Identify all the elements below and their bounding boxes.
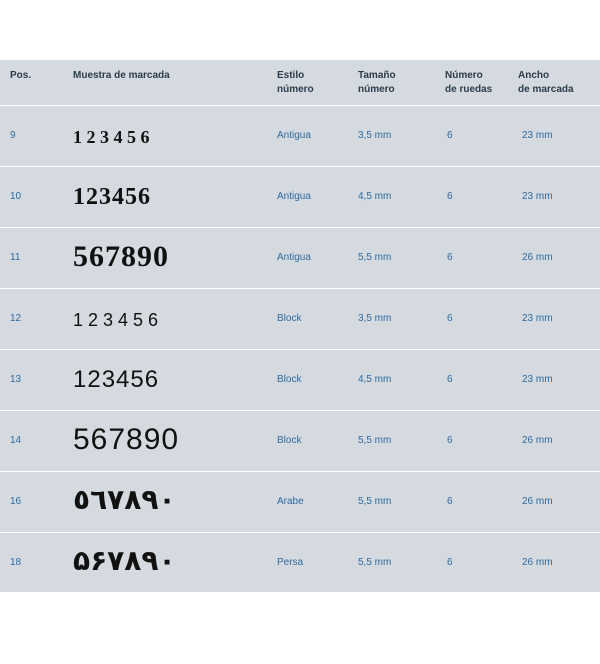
table-row: [0, 350, 600, 411]
cell-wheels: 6: [447, 313, 453, 324]
marking-sample: 567890: [73, 423, 180, 456]
cell-size: 5,5 mm: [358, 557, 392, 568]
marking-sample: 123456: [73, 184, 151, 210]
marking-sample: 1 2 3 4 5 6: [73, 127, 150, 147]
cell-style: Persa: [277, 557, 304, 568]
table-row: [0, 411, 600, 472]
header-sample: Muestra de marcada: [73, 70, 170, 81]
cell-wheels: 6: [447, 557, 453, 568]
cell-pos: 13: [10, 374, 22, 385]
marking-sample: ٥٦٧٨٩٠: [73, 483, 176, 516]
cell-size: 5,5 mm: [358, 496, 392, 507]
table-row: [0, 289, 600, 350]
cell-style: Antigua: [277, 252, 311, 263]
table-row: [0, 533, 600, 594]
cell-pos: 10: [10, 191, 22, 202]
cell-pos: 14: [10, 435, 22, 446]
cell-style: Arabe: [277, 496, 304, 507]
cell-wheels: 6: [447, 496, 453, 507]
cell-wheels: 6: [447, 191, 453, 202]
cell-pos: 16: [10, 496, 22, 507]
cell-wheels: 6: [447, 435, 453, 446]
cell-width: 26 mm: [522, 496, 553, 507]
header-style: Estilo número: [277, 70, 314, 95]
cell-width: 26 mm: [522, 557, 553, 568]
cell-width: 23 mm: [522, 130, 553, 141]
cell-style: Block: [277, 313, 302, 324]
marking-sample: ۵۶۷۸۹۰: [73, 544, 176, 577]
cell-size: 4,5 mm: [358, 191, 392, 202]
table-header: [0, 60, 600, 106]
table-row: [0, 106, 600, 167]
table-row: [0, 228, 600, 289]
cell-size: 5,5 mm: [358, 435, 392, 446]
cell-width: 23 mm: [522, 374, 553, 385]
cell-size: 4,5 mm: [358, 374, 392, 385]
cell-pos: 12: [10, 313, 22, 324]
cell-size: 5,5 mm: [358, 252, 392, 263]
cell-wheels: 6: [447, 252, 453, 263]
table-row: [0, 472, 600, 533]
cell-style: Block: [277, 435, 302, 446]
cell-pos: 11: [10, 252, 21, 263]
cell-pos: 9: [10, 130, 16, 141]
cell-size: 3,5 mm: [358, 130, 392, 141]
header-size: Tamaño número: [358, 70, 396, 95]
cell-style: Antigua: [277, 130, 311, 141]
marking-sample: 567890: [73, 240, 169, 273]
cell-width: 26 mm: [522, 435, 553, 446]
marking-sample: 123456: [73, 366, 160, 393]
cell-width: 23 mm: [522, 191, 553, 202]
cell-style: Antigua: [277, 191, 311, 202]
cell-wheels: 6: [447, 374, 453, 385]
table-row: [0, 167, 600, 228]
header-wheels: Número de ruedas: [445, 70, 493, 95]
cell-width: 23 mm: [522, 313, 553, 324]
marking-sample: 1 2 3 4 5 6: [73, 310, 159, 330]
cell-wheels: 6: [447, 130, 453, 141]
marking-table: [0, 60, 600, 592]
cell-width: 26 mm: [522, 252, 553, 263]
header-pos: Pos.: [10, 70, 32, 81]
cell-pos: 18: [10, 557, 22, 568]
cell-size: 3,5 mm: [358, 313, 392, 324]
header-width: Ancho de marcada: [518, 70, 574, 95]
cell-style: Block: [277, 374, 302, 385]
